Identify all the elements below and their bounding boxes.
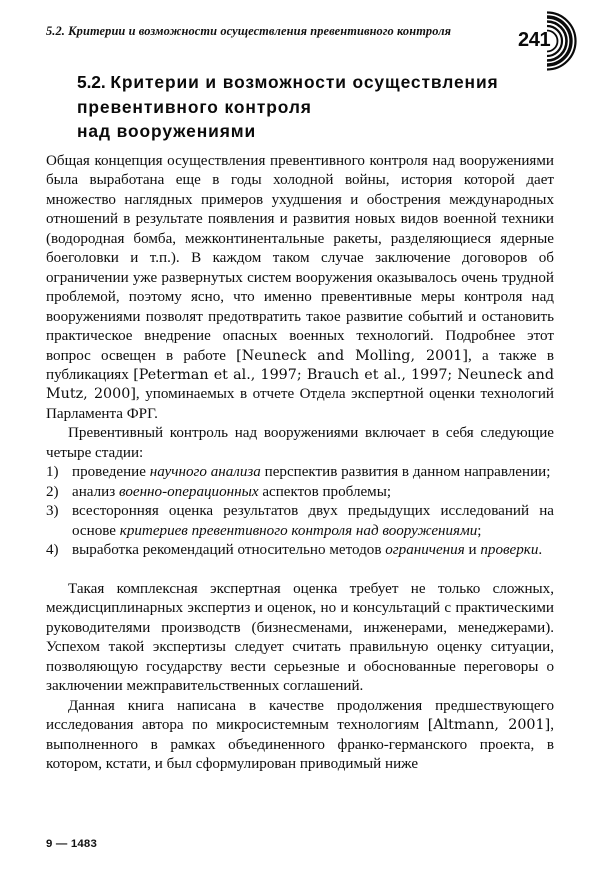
heading-line-3: над вооружениями (77, 121, 257, 141)
stage-list (46, 463, 554, 560)
list-item (46, 541, 554, 560)
list-text-after: аспектов проблемы; (258, 483, 392, 500)
list-text-before: всесторонняя оценка результатов двух предыдущих исследований на основе (72, 503, 554, 539)
printers-signature-mark: 9 — 1483 (46, 838, 97, 850)
list-marker: 4) (46, 542, 59, 559)
heading-number: 5.2. (77, 72, 106, 92)
paragraph-stages-intro: Превентивный контроль над вооружениями включает в себя следующие четыре стадии: (46, 425, 554, 461)
list-text-before: проведение (72, 464, 150, 481)
body-column (46, 152, 554, 774)
list-emphasis: военно-операционных (118, 483, 259, 500)
list-text-mid: и (464, 542, 481, 559)
section-heading (77, 70, 547, 144)
list-text-before: выработка рекомендаций относительно методов (72, 542, 386, 559)
list-emphasis: ограничения (385, 542, 465, 559)
paragraph-opening (46, 152, 554, 424)
paragraph-opening-part2: , а также в публикациях (46, 347, 554, 383)
citation-altmann: [Altmann, 2001] (427, 717, 551, 734)
paragraph-book-origin-part1: Данная книга написана в качестве продолжения предшествующего исследования автора по микросистемным технологиям (46, 697, 554, 734)
running-header-title: 5.2. Критерии и возможности осуществления превентивного контроля (46, 24, 452, 38)
list-marker: 3) (46, 503, 59, 520)
folio-ornament-group (514, 10, 588, 72)
list-marker: 2) (46, 483, 59, 500)
running-header (46, 24, 514, 46)
list-emphasis: критериев превентивного контроля над вооружениями (119, 522, 478, 539)
citation-neuneck-molling: [Neuneck and Molling, 2001] (236, 347, 468, 364)
list-item (46, 502, 554, 541)
heading-line-2: превентивного контроля (77, 96, 312, 117)
list-item (46, 463, 554, 482)
list-item (46, 483, 554, 502)
list-marker: 1) (46, 464, 59, 481)
list-text-after: ; (477, 522, 482, 539)
list-text-after: перспектив развития в данном направлении; (260, 464, 551, 481)
citation-peterman-brauch-neuneck: [Peterman et al., 1997; Brauch et al., 1997; Neuneck and Mutz, 2000] (46, 366, 555, 403)
heading-line-1 (77, 70, 547, 95)
paragraph-book-origin (46, 697, 554, 775)
heading-text-1: Критерии и возможности осуществления (110, 72, 499, 92)
list-text-after: . (538, 542, 543, 559)
list-emphasis-second: проверки (480, 542, 539, 559)
list-text-before: анализ (72, 483, 119, 500)
list-emphasis: научного анализа (149, 464, 261, 481)
page-number: 241 (518, 29, 551, 51)
paragraph-opening-part3: , упоминаемых в отчете Отдела экспертной оценки технологий Парламента ФРГ. (46, 386, 554, 422)
paragraph-opening-part1: Общая концепция осуществления превентивного контроля над вооружениями была выработана еще в годы холодной войны, история которой дает множество наглядных примеров ухудшения и обострения международных отношений в результате появления и развития новых видов военной техники (водородная бомба, межконтинентальные ракеты, разделяющиеся ядерные боеголовки и т.п.). В каждом таком случае заключение договоров об ограничении уже развернутых систем вооружения оказывалось очень трудной проблемой, поэтому ясно, что именно превентивные меры контроля над вооружениями позволят предотвратить такое развитие событий и остановить практическое внедрение опасных военных технологий. Подробнее этот вопрос освещен в работе (46, 153, 554, 364)
paragraph-book-origin-part2: , выполненного в рамках объединенного франко-германского проекта, в котором, кстати, и был сформулирован приводимый ниже (46, 717, 554, 773)
paragraph-expert-assessment: Такая комплексная экспертная оценка требует не только сложных, междисциплинарных экспертиз и оценок, но и консультаций с практическими руководителями производств (бизнесменами, инженерами, менеджерами). Успехом такой экспертизы следует считать правильную оценку ситуации, позволяющую государству вести серьезные и обоснованные переговоры о заключении межправительственных соглашений. (46, 580, 554, 695)
